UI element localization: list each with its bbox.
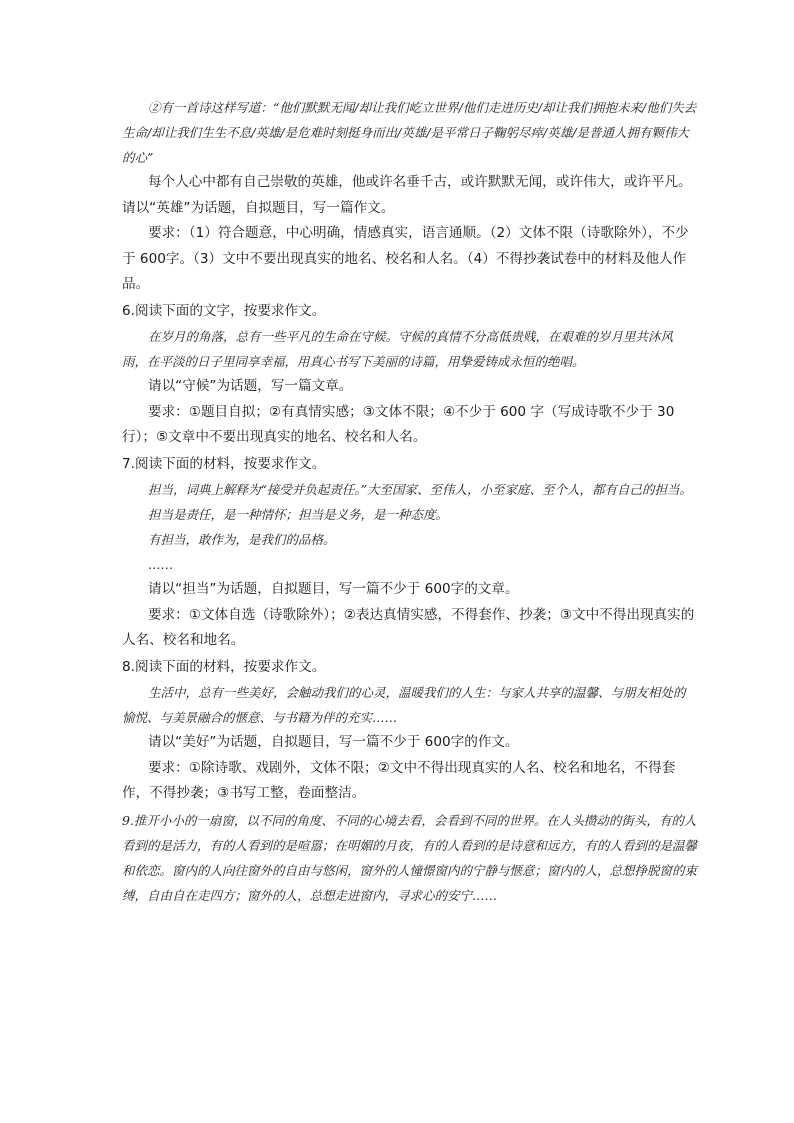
hero-requirements: 要求：（1）符合题意，中心明确，情感真实，语言通顺。（2）文体不限（诗歌除外），不少于 600字。（3）文中不要出现真实的地名、校名和人名。（4）不得抄袭试卷中的材料及他人作品。 [122, 225, 689, 292]
responsibility-material-3: 有担当，敢作为，是我们的品格。 [148, 532, 336, 547]
responsibility-material-1: 担当，词典上解释为“接受并负起责任。”大至国家、至伟人，小至家庭、至个人，都有自己的担当。 [148, 482, 693, 497]
document-body [122, 95, 697, 908]
responsibility-material-2: 担当是责任，是一种情怀；担当是义务，是一种态度。 [148, 507, 449, 522]
waiting-requirements: 要求：①题目自拟；②有真情实感；③文体不限；④不少于 600 字（写成诗歌不少于 30 行）；⑤文章中不要出现真实的地名、校名和人名。 [122, 403, 675, 445]
question-6-heading: 6.阅读下面的文字，按要求作文。 [122, 302, 326, 319]
responsibility-prompt: 请以“担当”为话题，自拟题目，写一篇不少于 600字的文章。 [148, 581, 519, 597]
waiting-material: 在岁月的角落，总有一些平凡的生命在守候。守候的真情不分高低贵贱，在艰难的岁月里共沐风雨，在平淡的日子里同享幸福，用真心书写下美丽的诗篇，用挚爱铸成永恒的绝唱。 [122, 329, 674, 369]
beauty-material: 生活中，总有一些美好，会触动我们的心灵，温暖我们的人生：与家人共享的温馨、与朋友相处的愉悦、与美景融合的惬意、与书籍为伴的充实…… [122, 685, 686, 725]
beauty-prompt: 请以“美好”为话题，自拟题目，写一篇不少于 600字的作文。 [148, 734, 519, 750]
beauty-requirements: 要求：①除诗歌、戏剧外，文体不限；②文中不得出现真实的人名、校名和地名，不得套作，不得抄袭；③书写工整，卷面整洁。 [122, 759, 676, 801]
waiting-prompt: 请以“守候”为话题，写一篇文章。 [148, 378, 353, 394]
question-9-material: 9.推开小小的一扇窗，以不同的角度、不同的心境去看，会看到不同的世界。在人头攒动的街头，有的人看到的是活力，有的人看到的是喧嚣；在明媚的月夜，有的人看到的是诗意和远方，有的人看到的是温馨和依恋。窗内的人向往窗外的自由与悠闲，窗外的人憧憬窗内的宁静与惬意；窗内的人，总想挣脱窗的束缚，自由自在走四方；窗外的人，总想走进窗内，寻求心的安宁…… [122, 812, 698, 903]
responsibility-ellipsis: …… [148, 557, 173, 572]
responsibility-requirements: 要求：①文体自选（诗歌除外）；②表达真情实感，不得套作、抄袭；③文中不得出现真实的人名、校名和地名。 [122, 606, 695, 648]
poem-quote-paragraph: ②有一首诗这样写道：“他们默默无闻/却让我们屹立世界/他们走进历史/却让我们拥抱未来/他们失去生命/却让我们生生不息/英雄/是危难时刻挺身而出/英雄/是平常日子鞠躬尽瘁/英雄/是普通人拥有颗伟大的心” [122, 100, 697, 165]
hero-prompt-paragraph: 每个人心中都有自己崇敬的英雄，他或许名垂千古，或许默默无闻，或许伟大，或许平凡。请以“英雄”为话题，自拟题目，写一篇作文。 [122, 174, 692, 216]
question-7-heading: 7.阅读下面的材料，按要求作文。 [122, 455, 326, 472]
question-8-heading: 8.阅读下面的材料，按要求作文。 [122, 658, 326, 675]
